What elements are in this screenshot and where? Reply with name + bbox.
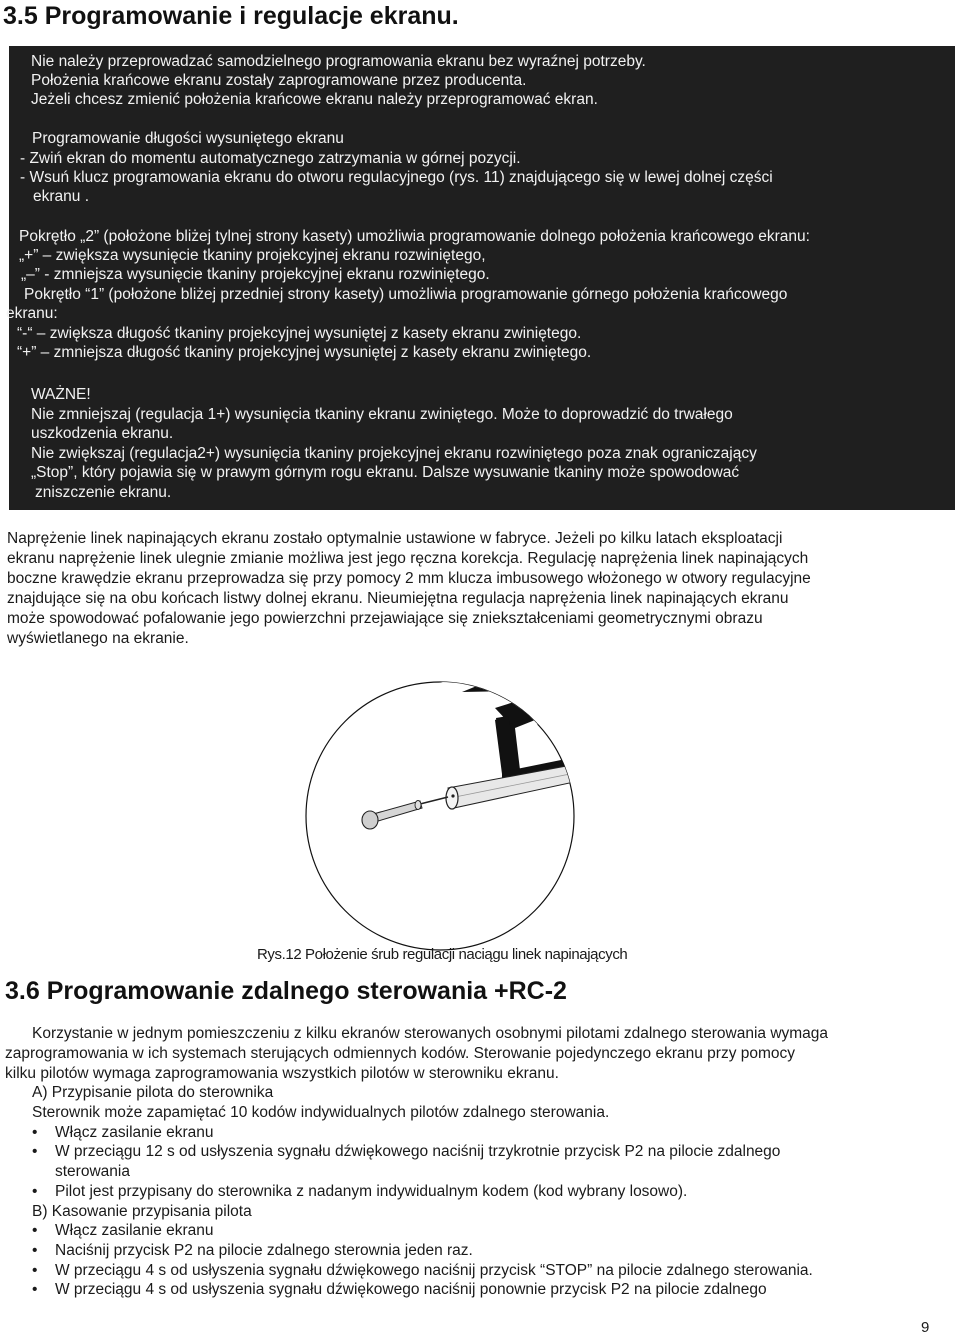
bullet-glyph: • bbox=[32, 1262, 38, 1279]
tension-line-4: znajdujące się na obu końcach listwy dolnej ekranu. Nieumiejętna regulacja naprężenia linek napinających ekranu bbox=[7, 590, 789, 607]
figure-caption: Rys.12 Położenie śrub regulacji naciągu linek napinających bbox=[257, 946, 628, 963]
section-3-5-title: 3.5 Programowanie i regulacje ekranu. bbox=[3, 2, 459, 30]
tension-screw-figure bbox=[270, 668, 620, 968]
bullet-b-3: W przeciągu 4 s od usłyszenia sygnału dźwiękowego naciśnij przycisk “STOP” na pilocie zdalnego sterowania. bbox=[55, 1262, 813, 1279]
step-insert-key-cont: ekranu . bbox=[33, 188, 90, 205]
intro-line-2: zaprogramowania w ich systemach sterujących odmiennych kodów. Sterowanie pojedynczego ekranu przy pomocy bbox=[5, 1045, 796, 1062]
bullet-glyph: • bbox=[32, 1143, 38, 1160]
bullet-a-3: Pilot jest przypisany do sterownika z nadanym indywidualnym kodem (kod wybrany losowo). bbox=[55, 1183, 688, 1200]
intro-line-1: Korzystanie w jednym pomieszczeniu z kilku ekranów sterowanych osobnymi pilotami zdalnego sterowania wymaga bbox=[32, 1025, 829, 1042]
intro-line-3: kilku pilotów wymaga zaprogramowania wszystkich pilotów w sterowniku ekranu. bbox=[5, 1065, 559, 1082]
warning-box bbox=[9, 378, 955, 510]
bullet-a-2-cont: sterowania bbox=[55, 1163, 130, 1180]
bullet-a-1: Włącz zasilanie ekranu bbox=[55, 1124, 214, 1141]
subsection-a-heading: A) Przypisanie pilota do sterownika bbox=[32, 1084, 274, 1101]
bullet-b-2: Naciśnij przycisk P2 na pilocie zdalnego sterownia jeden raz. bbox=[55, 1242, 473, 1259]
knob1-description-cont: ekranu: bbox=[6, 305, 58, 322]
knob1-plus: “+” – zmniejsza długość tkaniny projekcyjnej wysuniętej z kasety ekranu zwiniętego. bbox=[17, 344, 592, 361]
warning-line-1: Nie zmniejszaj (regulacja 1+) wysunięcia tkaniny ekranu zwiniętego. Może to doprowadzić do trwałego bbox=[31, 406, 733, 423]
warning-line-5: zniszczenie ekranu. bbox=[35, 484, 172, 501]
notice-line-1: Nie należy przeprowadzać samodzielnego programowania ekranu bez wyraźnej potrzeby. bbox=[31, 53, 646, 70]
bullet-glyph: • bbox=[32, 1242, 38, 1259]
tension-line-5: może spowodować pofalowanie jego powierzchni przejawiające się zniekształceniami geometrycznymi obrazu bbox=[7, 610, 763, 627]
section-3-6-title: 3.6 Programowanie zdalnego sterowania +RC-2 bbox=[5, 977, 567, 1005]
bar-end-cap bbox=[446, 787, 458, 809]
knob1-description: Pokrętło “1” (położone bliżej przedniej strony kasety) umożliwia programowanie górnego położenia krańcowego bbox=[24, 286, 788, 303]
bullet-b-4: W przeciągu 4 s od usłyszenia sygnału dźwiękowego naciśnij ponownie przycisk P2 na pilocie zdalnego bbox=[55, 1281, 767, 1298]
tension-line-3: boczne krawędzie ekranu przeprowadza się przy pomocy 2 mm klucza imbusowego włożonego w otwory regulacyjne bbox=[7, 570, 811, 587]
tension-line-2: ekranu naprężenie linek ulegnie zmianie możliwa jest jego ręczna korekcja. Regulację naprężenia linek napinających bbox=[7, 550, 809, 567]
knob2-plus: „+” – zwiększa wysunięcie tkaniny projekcyjnej ekranu rozwiniętego, bbox=[19, 247, 486, 264]
bullet-b-1: Włącz zasilanie ekranu bbox=[55, 1222, 214, 1239]
warning-line-4: „Stop”, który pojawia się w prawym górnym rogu ekranu. Dalsze wysuwanie tkaniny może spowodować bbox=[31, 464, 740, 481]
knob2-description: Pokrętło „2” (położone bliżej tylnej strony kasety) umożliwia programowanie dolnego położenia krańcowego ekranu: bbox=[19, 228, 810, 245]
step-roll-up: - Zwiń ekran do momentu automatycznego zatrzymania w górnej pozycji. bbox=[20, 150, 521, 167]
page-number: 9 bbox=[921, 1319, 930, 1336]
step-insert-key: - Wsuń klucz programowania ekranu do otworu regulacyjnego (rys. 11) znajdującego się w lewej dolnej części bbox=[20, 169, 773, 186]
knob1-minus: “-“ – zwiększa długość tkaniny projekcyjnej wysuniętej z kasety ekranu zwiniętego. bbox=[17, 325, 582, 342]
screwdriver-handle bbox=[362, 811, 378, 829]
warning-line-3: Nie zwiększaj (regulacja2+) wysunięcia tkaniny projekcyjnej ekranu rozwiniętego poza znak ograniczający bbox=[31, 445, 757, 462]
subsection-b-heading: B) Kasowanie przypisania pilota bbox=[32, 1203, 252, 1220]
knob2-minus: „–” - zmniejsza wysunięcie tkaniny projekcyjnej ekranu rozwiniętego. bbox=[21, 266, 490, 283]
bullet-glyph: • bbox=[32, 1124, 38, 1141]
notice-line-3: Jeżeli chcesz zmienić położenia krańcowe ekranu należy przeprogramować ekran. bbox=[31, 91, 598, 108]
bullet-a-2: W przeciągu 12 s od usłyszenia sygnału dźwiękowego naciśnij trzykrotnie przycisk P2 na pilocie zdalnego bbox=[55, 1143, 781, 1160]
bullet-glyph: • bbox=[32, 1183, 38, 1200]
notice-line-2: Położenia krańcowe ekranu zostały zaprogramowane przez producenta. bbox=[31, 72, 527, 89]
subsection-a-note: Sterownik może zapamiętać 10 kodów indywidualnych pilotów zdalnego sterowania. bbox=[32, 1104, 610, 1121]
tension-line-1: Naprężenie linek napinających ekranu zostało optymalnie ustawione w fabryce. Jeżeli po kilku latach eksploatacji bbox=[7, 530, 783, 547]
programming-notice-box bbox=[6, 46, 955, 390]
warning-title: WAŻNE! bbox=[31, 386, 91, 403]
tension-line-6: wyświetlanego na ekranie. bbox=[7, 630, 189, 647]
warning-line-2: uszkodzenia ekranu. bbox=[31, 425, 174, 442]
bullet-glyph: • bbox=[32, 1222, 38, 1239]
programming-subheading: Programowanie długości wysuniętego ekranu bbox=[32, 130, 344, 147]
bullet-glyph: • bbox=[32, 1281, 38, 1298]
